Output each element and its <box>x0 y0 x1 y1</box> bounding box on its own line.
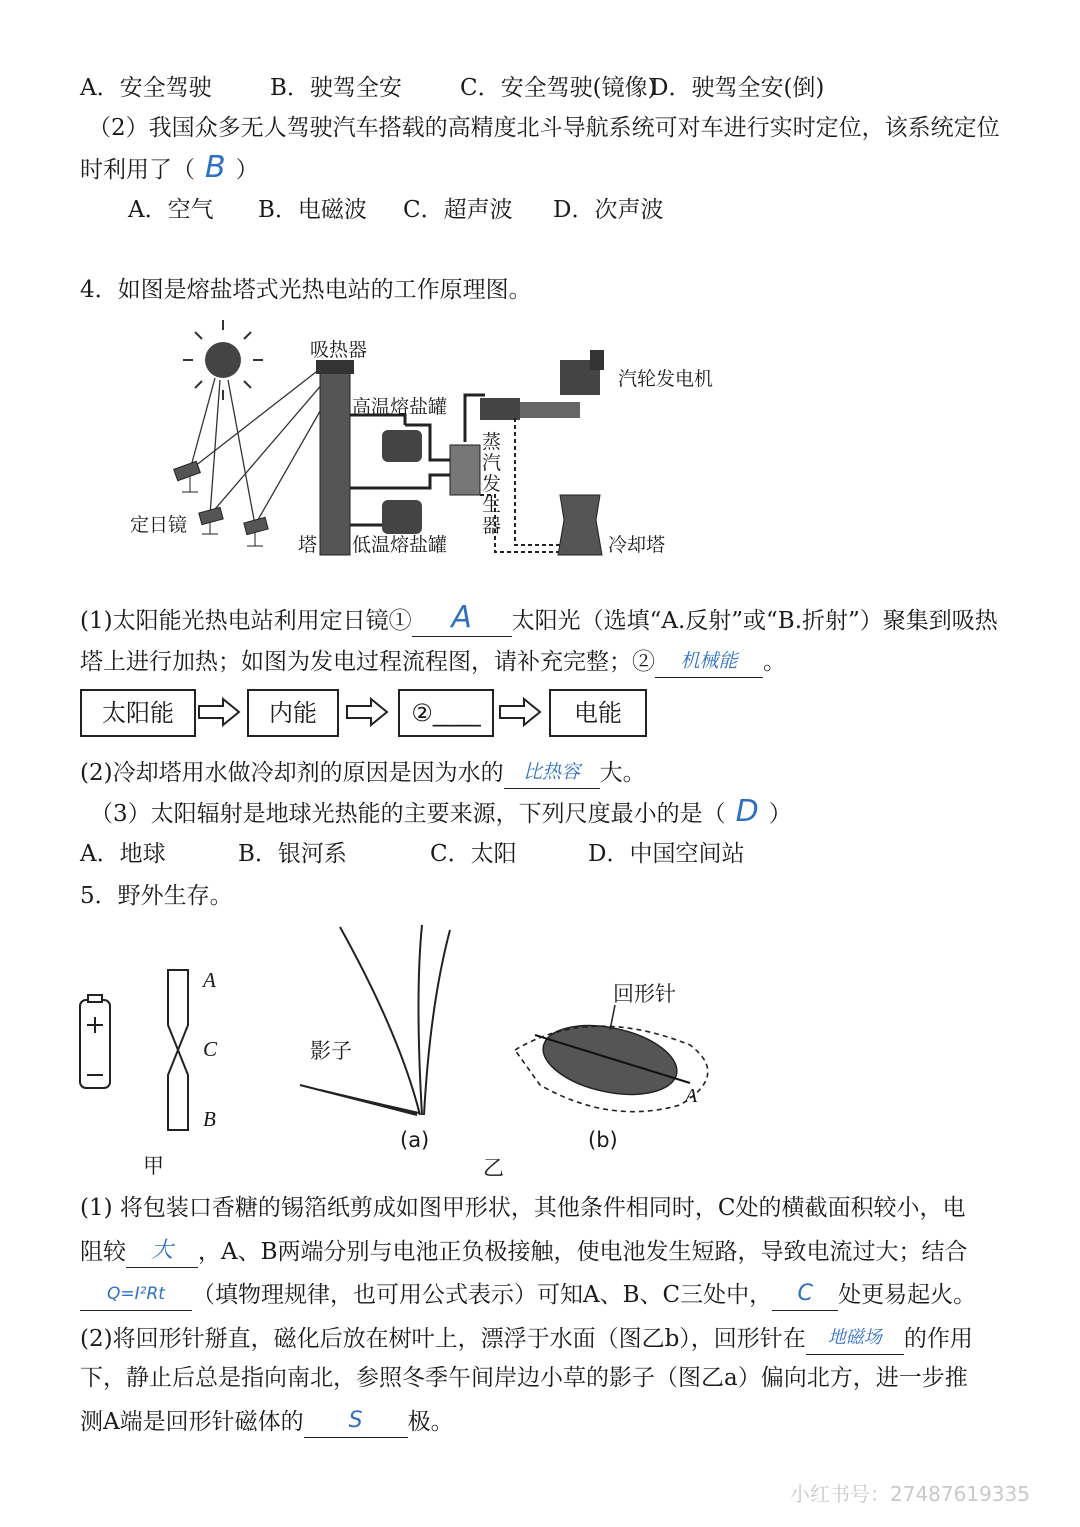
q5-sub2-l3-post: 极。 <box>407 1409 454 1435</box>
q4-sub1-line1 <box>80 602 998 637</box>
label-fig-b: (b) <box>588 1128 618 1152</box>
label-foil-A: A <box>203 968 216 992</box>
q5-sub2-answer1: 地磁场 <box>827 1327 882 1348</box>
q4-sub2-post: 大。 <box>599 760 646 786</box>
heliostat-icons <box>174 461 269 546</box>
q3-option-b: B．驶驾全安 <box>270 75 402 101</box>
label-steam-gen <box>482 432 504 537</box>
tower-icon <box>316 360 354 555</box>
q5-sub2-post: 的作用 <box>903 1326 973 1352</box>
q3-sub2-pre: 时利用了（ <box>80 157 195 183</box>
sun-icon <box>183 320 263 400</box>
q5-sub2-pre: (2)将回形针掰直，磁化后放在树叶上，漂浮于水面（图乙b），回形针在 <box>80 1326 806 1352</box>
power-plant-diagram <box>120 320 740 570</box>
label-foil-C: C <box>203 1037 218 1061</box>
flow-arrow-icon <box>498 697 544 727</box>
steam-generator-icon <box>450 445 480 495</box>
q3-sub2-line2 <box>80 152 259 186</box>
q5-sub1-line2 <box>80 1234 968 1268</box>
q5-sub2-line3 <box>80 1404 454 1438</box>
q4-sub2 <box>80 755 646 789</box>
q5-sub1-answer2: Q=I²Rt <box>107 1284 165 1304</box>
q5-sub2-answer2: S <box>348 1408 363 1433</box>
q4-sub1-a: (1)太阳能光热电站利用定日镜① <box>80 608 412 634</box>
tank-icons <box>382 430 422 534</box>
steam-gen-char: 蒸 <box>482 431 502 453</box>
q4-sub3-option-d: D．中国空间站 <box>588 841 745 867</box>
label-paperclip: 回形针 <box>613 982 676 1006</box>
q4-sub1-c: 塔上进行加热；如图为发电过程流程图，请补充完整；② <box>80 649 655 675</box>
q4-sub3-option-b: B．银河系 <box>238 841 347 867</box>
q5-sub2-line1 <box>80 1320 973 1355</box>
q4-sub1-blank1 <box>412 602 512 637</box>
sun-rays <box>190 365 335 525</box>
q4-sub1-d: 。 <box>763 649 786 675</box>
q5-sub1-blank1 <box>126 1234 198 1268</box>
flow-arrow-icon <box>345 697 391 727</box>
q5-sub2-l3-pre: 测A端是回形针磁体的 <box>80 1409 304 1435</box>
label-heliostat: 定日镜 <box>130 514 188 536</box>
q5-sub1-mid: （填物理规律，也可用公式表示）可知A、B、C三处中， <box>192 1282 773 1308</box>
q4-sub2-blank <box>504 755 600 789</box>
q5-sub1-blank3 <box>772 1277 838 1311</box>
label-jia: 甲 <box>143 1154 164 1178</box>
q4-sub3-post: ） <box>768 801 792 827</box>
q5-sub1-line1: (1) 将包装口香糖的锡箔纸剪成如图甲形状，其他条件相同时，C处的横截面积较小，电 <box>80 1195 966 1221</box>
flow-box-solar: 太阳能 <box>80 689 196 737</box>
label-absorber: 吸热器 <box>310 339 368 361</box>
q3-sub2-option-d: D．次声波 <box>553 197 664 223</box>
label-turbine: 汽轮发电机 <box>618 368 714 390</box>
q5-sub1-pre: 阻较 <box>80 1239 126 1265</box>
label-high-tank: 高温熔盐罐 <box>352 396 448 418</box>
q5-sub1-answer1: 大 <box>150 1238 173 1263</box>
label-foil-B: B <box>203 1107 216 1131</box>
q4-sub3-options <box>80 838 788 870</box>
q4-sub1-line2 <box>80 644 786 678</box>
foil-strip-icon <box>168 970 188 1130</box>
label-yi: 乙 <box>483 1156 504 1180</box>
label-low-tank: 低温熔盐罐 <box>352 534 448 556</box>
grass-icon <box>300 925 450 1115</box>
q5-title: 5．野外生存。 <box>80 883 233 909</box>
q3-sub2-option-b: B．电磁波 <box>258 197 367 223</box>
q5-sub2-blank1 <box>806 1320 904 1355</box>
turbine-icon <box>480 350 604 420</box>
q4-sub1-blank2 <box>655 644 763 678</box>
q4-sub3-pre: （3）太阳辐射是地球光热能的主要来源，下列尺度最小的是（ <box>90 801 726 827</box>
leaf-paperclip-icon <box>515 1005 708 1112</box>
q3-option-a: A．安全驾驶 <box>80 75 212 101</box>
watermark: 小红书号：27487619335 <box>790 1482 1030 1506</box>
q4-sub3-answer: D <box>735 794 759 829</box>
q4-sub1-answer1: A <box>451 600 472 635</box>
q4-sub3-option-a: A．地球 <box>80 841 166 867</box>
flow-box-internal: 内能 <box>247 689 339 737</box>
label-shadow: 影子 <box>310 1039 352 1063</box>
q3-option-d: D．驶驾全安(倒) <box>650 75 825 101</box>
q5-figure <box>70 915 750 1180</box>
q3-sub2-option-a: A．空气 <box>128 197 214 223</box>
steam-gen-char: 发 <box>482 473 502 495</box>
q5-sub1-line3 <box>80 1276 976 1311</box>
q5-sub2-blank2 <box>304 1404 408 1438</box>
q3-options-row1 <box>80 72 850 104</box>
cooling-tower-icon <box>558 495 602 555</box>
q4-sub1-answer2: 机械能 <box>680 650 738 672</box>
q4-sub1-b: 太阳光（选填“A.反射”或“B.折射”）聚集到吸热 <box>511 608 998 634</box>
flow-box-blank: ②____ <box>398 689 494 737</box>
q5-sub1-answer3: C <box>797 1281 813 1306</box>
q4-sub3-option-c: C．太阳 <box>430 841 517 867</box>
q5-sub1-blank2 <box>80 1276 192 1311</box>
q4-sub2-pre: (2)冷却塔用水做冷却剂的原因是因为水的 <box>80 760 504 786</box>
label-leaf-A: A <box>685 1085 698 1107</box>
battery-icon <box>80 995 110 1088</box>
q5-sub1-end: 处更易起火。 <box>838 1282 977 1308</box>
steam-gen-char: 器 <box>482 515 502 537</box>
label-fig-a: (a) <box>400 1128 430 1152</box>
steam-gen-char: 汽 <box>482 452 502 474</box>
q4-title: 4．如图是熔盐塔式光热电站的工作原理图。 <box>80 277 532 303</box>
q4-sub3 <box>90 796 792 830</box>
q3-option-c: C．安全驾驶(镜像) <box>460 75 657 101</box>
q3-sub2-option-c: C．超声波 <box>403 197 513 223</box>
steam-gen-char: 生 <box>482 494 502 516</box>
q4-sub2-answer: 比热容 <box>523 761 581 783</box>
q3-sub2-answer: B <box>205 150 226 185</box>
label-tower: 塔 <box>298 534 318 556</box>
q3-sub2-options <box>128 194 703 226</box>
q5-sub1-post: ，A、B两端分别与电池正负极接触，使电池发生短路，导致电流过大；结合 <box>198 1239 968 1265</box>
flow-box-electric: 电能 <box>549 689 647 737</box>
flow-arrow-icon <box>197 697 243 727</box>
q5-sub2-line2: 下，静止后总是指向南北，参照冬季午间岸边小草的影子（图乙a）偏向北方，进一步推 <box>80 1365 968 1391</box>
q3-sub2-line1: （2）我国众多无人驾驶汽车搭载的高精度北斗导航系统可对车进行实时定位，该系统定位 <box>88 115 1000 141</box>
q3-sub2-post: ） <box>235 157 259 183</box>
label-cooling-tower: 冷却塔 <box>608 534 666 556</box>
